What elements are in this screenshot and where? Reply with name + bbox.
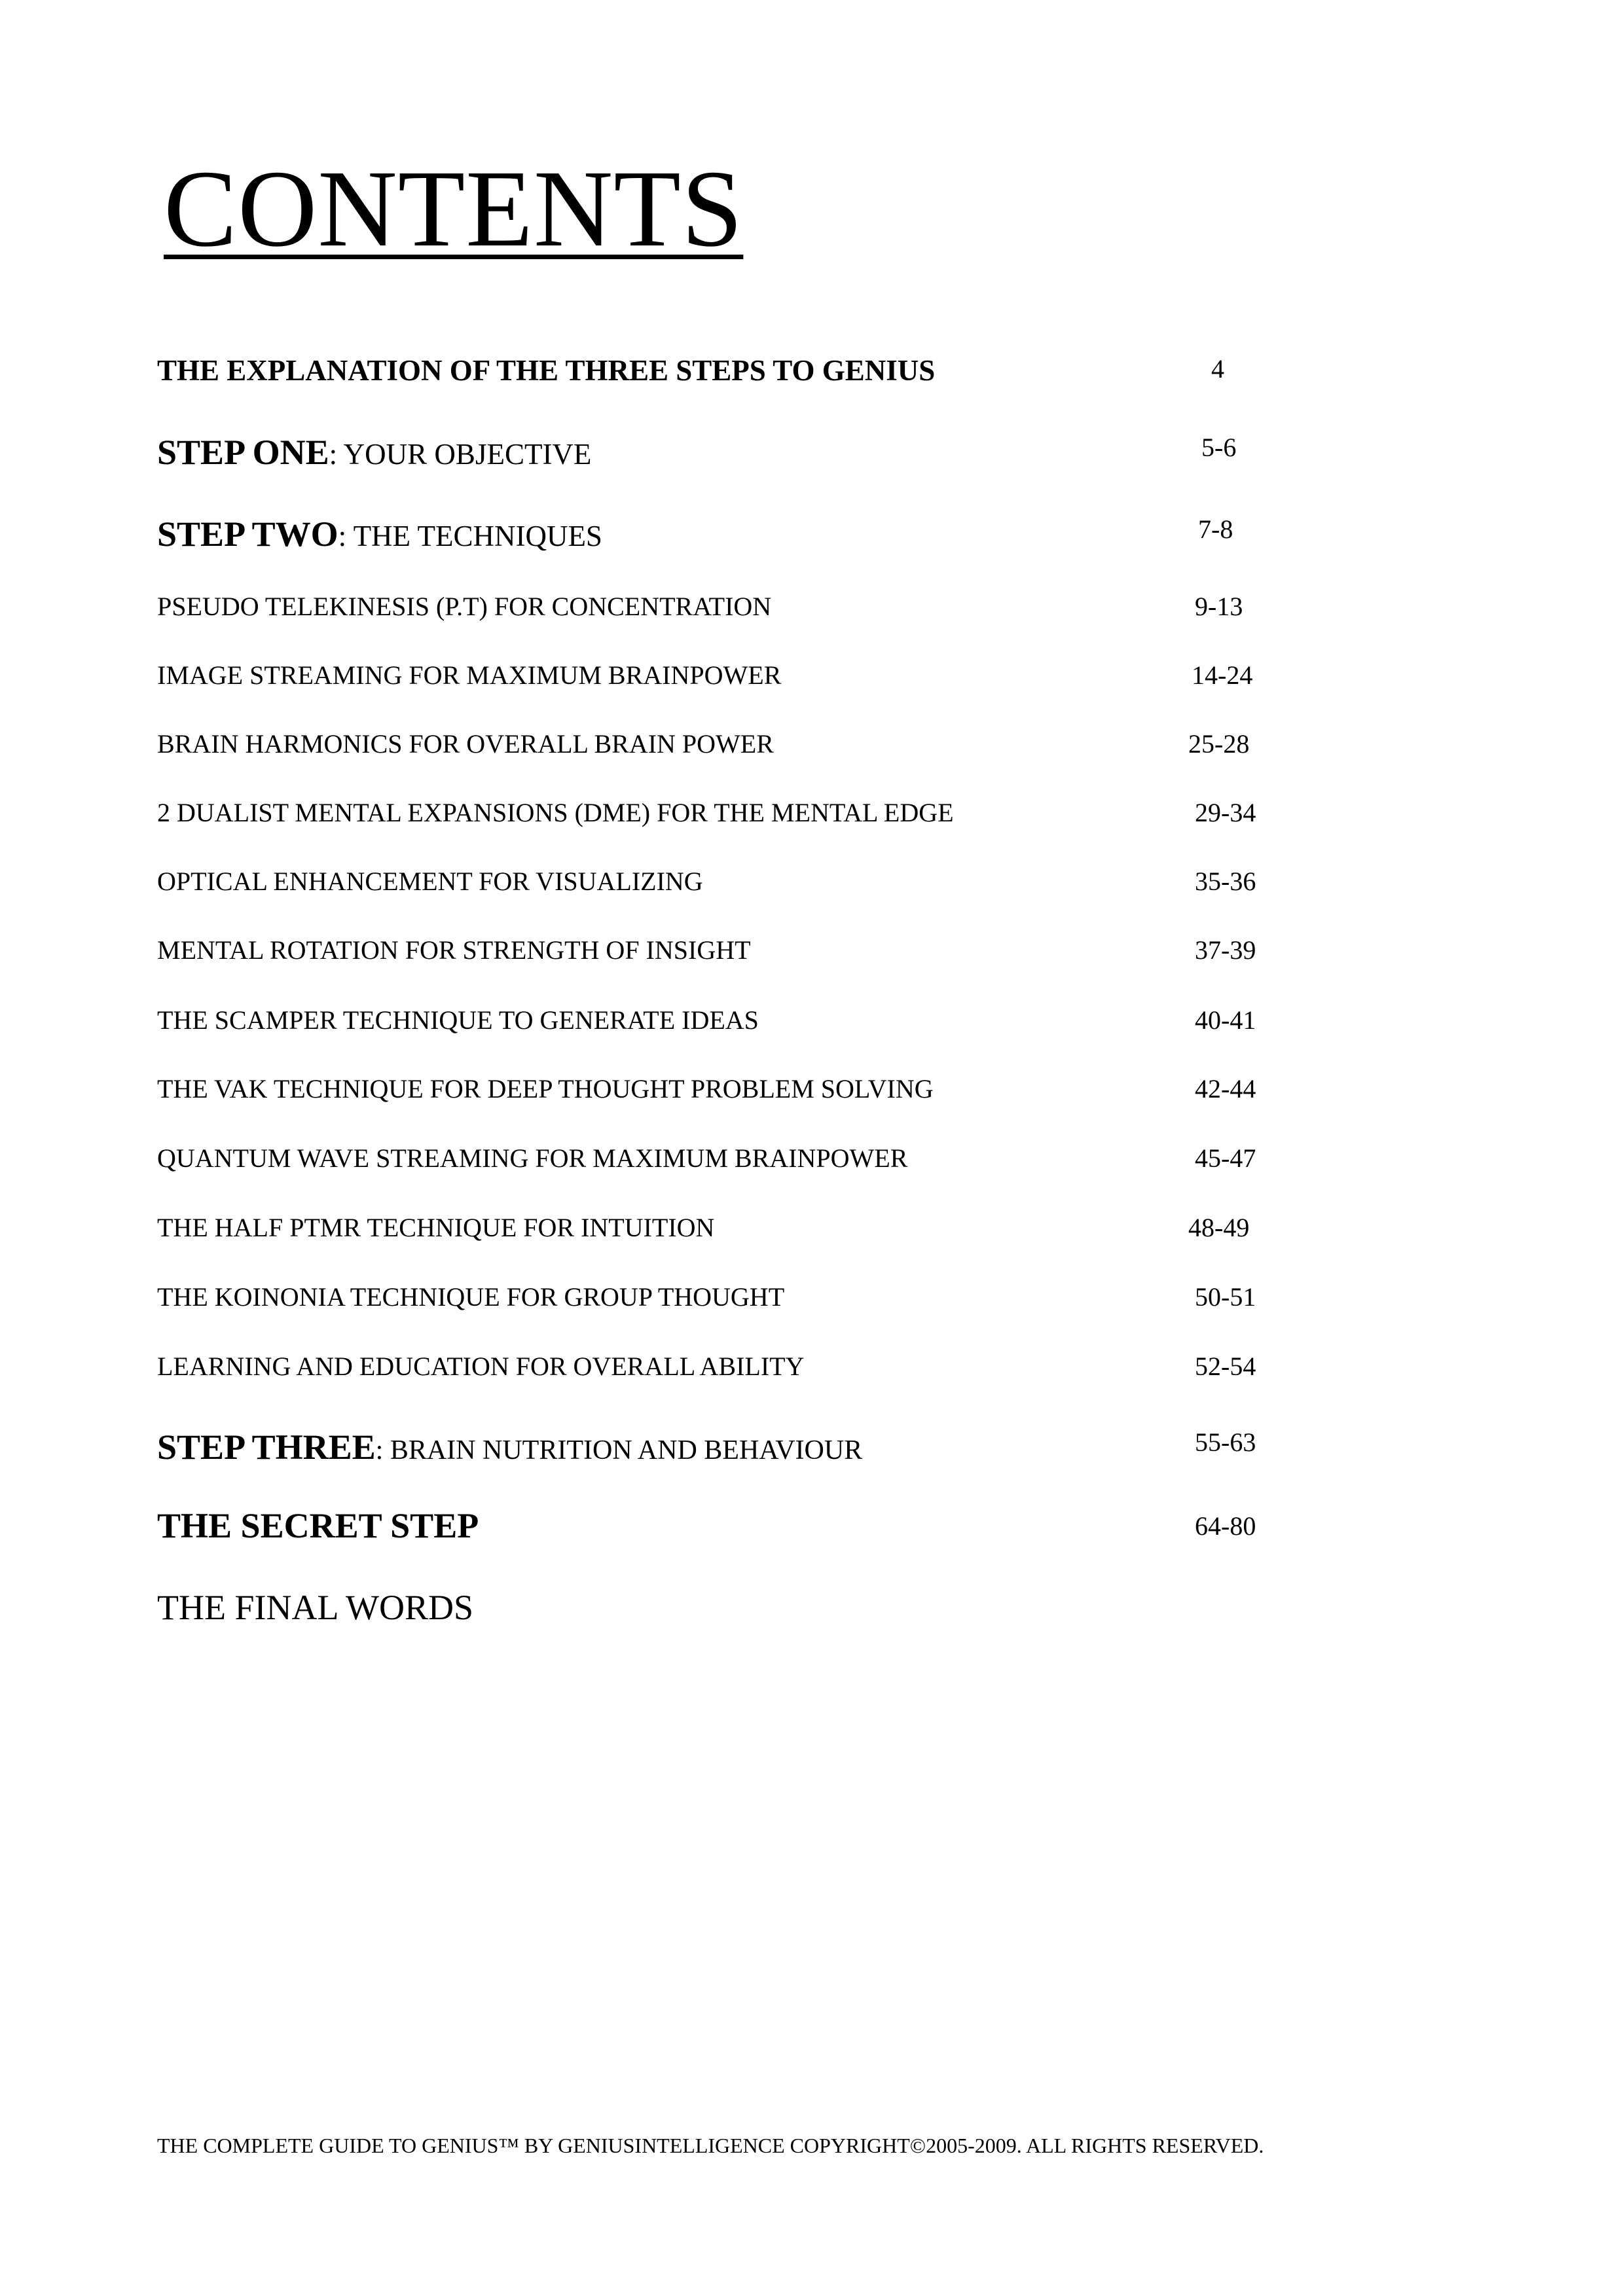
toc-entry-label: QUANTUM WAVE STREAMING FOR MAXIMUM BRAINPOWER: [157, 1143, 908, 1173]
toc-entry-pages: 64-80: [1195, 1511, 1256, 1541]
toc-entry[interactable]: [157, 1282, 1270, 1334]
toc-entry[interactable]: [157, 660, 1270, 712]
toc-entry-label: OPTICAL ENHANCEMENT FOR VISUALIZING: [157, 867, 703, 896]
toc-entry-rest: : YOUR OBJECTIVE: [329, 438, 592, 471]
toc-entry-label: THE SECRET STEP: [157, 1506, 479, 1545]
toc-entry-label: THE KOINONIA TECHNIQUE FOR GROUP THOUGHT: [157, 1282, 785, 1312]
toc-entry-pages: 40-41: [1195, 1005, 1256, 1035]
toc-entry-label: BRAIN HARMONICS FOR OVERALL BRAIN POWER: [157, 729, 774, 759]
toc-entry-pages: 14-24: [1192, 660, 1253, 690]
toc-entry-pages: 35-36: [1195, 867, 1256, 896]
toc-entry-label: [157, 1427, 862, 1467]
toc-entry-lead: STEP THREE: [157, 1427, 376, 1467]
toc-entry-label: THE EXPLANATION OF THE THREE STEPS TO GENIUS: [157, 354, 936, 387]
toc-entry-label: 2 DUALIST MENTAL EXPANSIONS (DME) FOR THE MENTAL EDGE: [157, 798, 954, 827]
toc-entry[interactable]: [157, 1351, 1270, 1403]
toc-entry-label: THE VAK TECHNIQUE FOR DEEP THOUGHT PROBLEM SOLVING: [157, 1074, 934, 1103]
toc-entry-explanation[interactable]: [157, 353, 1270, 406]
toc-entry-pages: 5-6: [1201, 433, 1237, 462]
toc-entry[interactable]: [157, 797, 1270, 850]
toc-entry-rest: : THE TECHNIQUES: [338, 520, 602, 552]
toc-entry[interactable]: [157, 1143, 1270, 1195]
toc-entry-lead: STEP ONE: [157, 433, 329, 472]
toc-entry-label: MENTAL ROTATION FOR STRENGTH OF INSIGHT: [157, 935, 751, 965]
toc-entry[interactable]: [157, 1005, 1270, 1057]
toc-entry-final-words[interactable]: [157, 1587, 1270, 1640]
toc-entry-step-one[interactable]: [157, 432, 1270, 484]
toc-entry-pages: 9-13: [1195, 592, 1243, 621]
toc-entry-pages: 52-54: [1195, 1352, 1256, 1381]
toc-entry-pages: 25-28: [1188, 729, 1250, 759]
toc-entry-pages: 48-49: [1188, 1213, 1250, 1242]
toc-entry-secret-step[interactable]: [157, 1505, 1270, 1558]
toc-entry-pages: 7-8: [1198, 514, 1233, 544]
toc-entry[interactable]: [157, 935, 1270, 987]
toc-entry-pages: 45-47: [1195, 1143, 1256, 1173]
page-title: CONTENTS: [164, 148, 744, 270]
toc-entry[interactable]: [157, 866, 1270, 918]
toc-entry-label: PSEUDO TELEKINESIS (P.T) FOR CONCENTRATION: [157, 592, 772, 621]
toc-entry-step-two[interactable]: [157, 514, 1270, 566]
toc-entry-pages: 50-51: [1195, 1282, 1256, 1312]
toc-entry[interactable]: [157, 591, 1270, 643]
toc-entry-label: IMAGE STREAMING FOR MAXIMUM BRAINPOWER: [157, 660, 782, 690]
toc-entry-lead: STEP TWO: [157, 514, 338, 554]
toc-entry-pages: 42-44: [1195, 1074, 1256, 1103]
toc-entry-pages: 4: [1211, 354, 1224, 384]
toc-entry-label: LEARNING AND EDUCATION FOR OVERALL ABILITY: [157, 1352, 805, 1381]
toc-entry-label: [157, 432, 591, 473]
toc-entry-pages: 29-34: [1195, 798, 1256, 827]
toc-entry-label: [157, 514, 602, 554]
toc-entry-step-three[interactable]: [157, 1427, 1270, 1479]
toc-entry[interactable]: [157, 1073, 1270, 1126]
toc-entry-pages: 37-39: [1195, 935, 1256, 965]
copyright-footer: THE COMPLETE GUIDE TO GENIUS™ BY GENIUSINTELLIGENCE COPYRIGHT©2005-2009. ALL RIGHTS RESERVED.: [157, 2134, 1264, 2157]
toc-entry-label: THE SCAMPER TECHNIQUE TO GENERATE IDEAS: [157, 1005, 759, 1035]
toc-entry-label: THE FINAL WORDS: [157, 1588, 473, 1627]
toc-entry[interactable]: [157, 728, 1270, 781]
toc-entry[interactable]: [157, 1212, 1270, 1265]
toc-entry-rest: : BRAIN NUTRITION AND BEHAVIOUR: [375, 1435, 863, 1465]
toc-entry-pages: 55-63: [1195, 1427, 1256, 1457]
toc-entry-label: THE HALF PTMR TECHNIQUE FOR INTUITION: [157, 1213, 715, 1242]
